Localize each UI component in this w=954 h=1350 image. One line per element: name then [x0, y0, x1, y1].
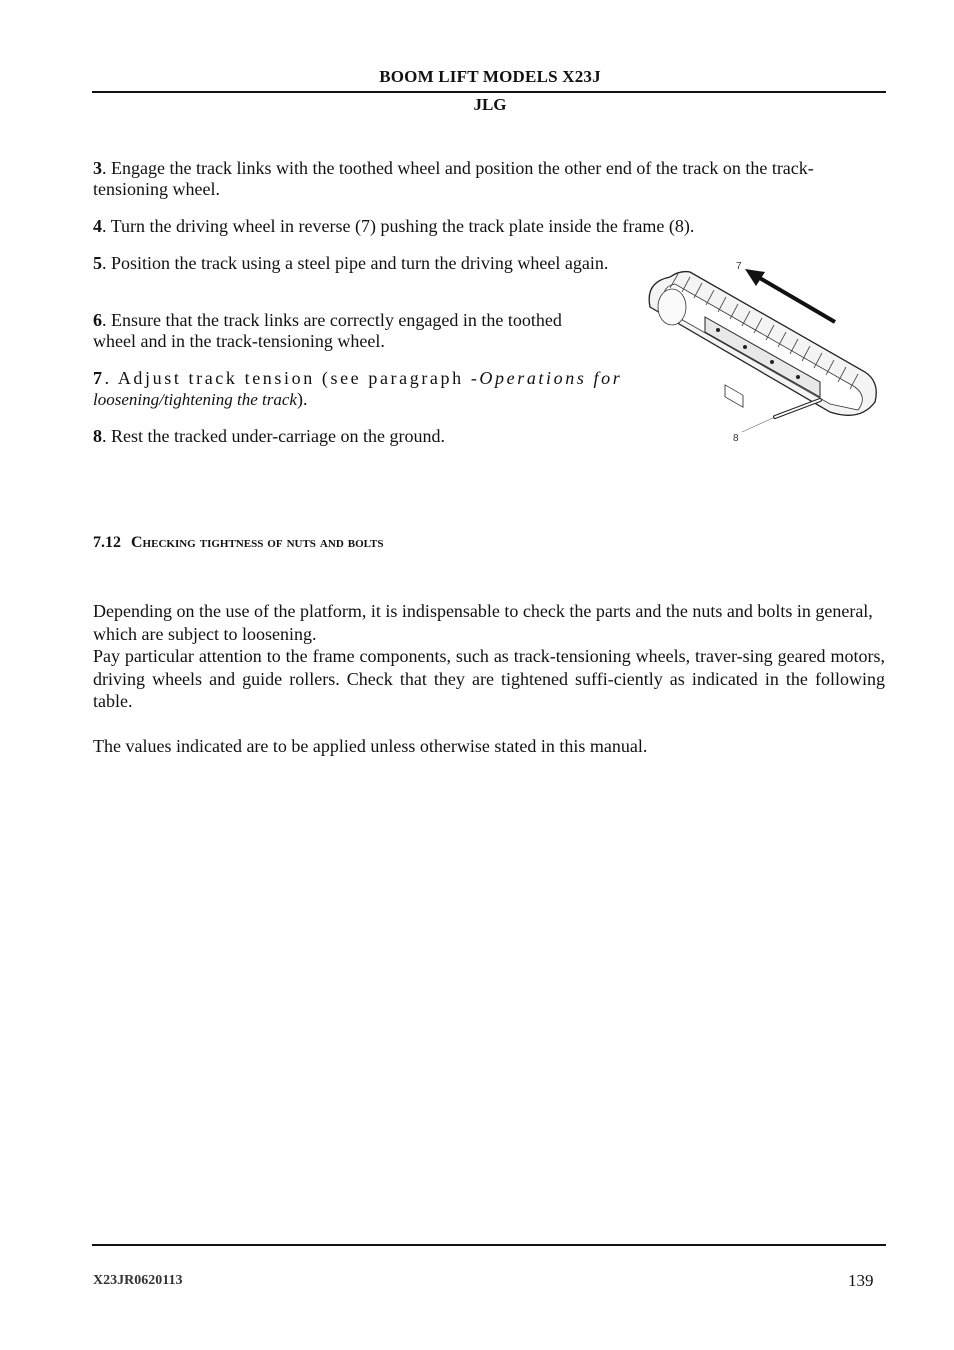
- direction-arrow-7: [758, 277, 835, 322]
- step-number: 5: [93, 253, 102, 273]
- bolt: [770, 360, 774, 364]
- step-text: . Adjust track tension (see paragraph -: [104, 368, 480, 388]
- figure-label-7: 7: [736, 261, 742, 272]
- step-6: [93, 310, 608, 352]
- step-reference-italic-cont: loosening/tightening the track: [93, 390, 297, 409]
- step-number: 6: [93, 310, 102, 330]
- frame-plate: [725, 385, 743, 407]
- step-text: . Rest the tracked under-carriage on the ground.: [102, 426, 446, 446]
- step-text-end: ).: [296, 389, 308, 409]
- figure-label-8: 8: [733, 433, 739, 444]
- document-header-subtitle: JLG: [473, 95, 507, 114]
- step-text: . Engage the track links with the toothed wheel and position the other end of the track on the track-tensioning wheel.: [93, 158, 814, 199]
- step-number: 4: [93, 216, 102, 236]
- body-paragraph-3: The values indicated are to be applied unless otherwise stated in this manual.: [93, 736, 648, 756]
- step-reference-italic: Operations for: [479, 368, 623, 388]
- body-paragraph-1: Depending on the use of the platform, it is indispensable to check the parts and the nuts and bolts in general, which are subject to loosening.: [93, 601, 873, 644]
- leader-line-8: [742, 417, 775, 432]
- footer-divider: [92, 1244, 886, 1246]
- step-number: 7: [93, 368, 105, 388]
- step-4: [93, 216, 873, 237]
- document-header-title: BOOM LIFT MODELS X23J: [379, 67, 601, 86]
- step-8: [93, 426, 638, 447]
- step-number: 8: [93, 426, 102, 446]
- driving-wheel: [658, 289, 686, 325]
- step-5: [93, 253, 613, 274]
- step-text: . Position the track using a steel pipe and turn the driving wheel again.: [102, 253, 609, 273]
- step-number: 3: [93, 158, 102, 178]
- section-heading: [93, 534, 383, 552]
- section-number: 7.12: [93, 534, 121, 551]
- step-7: [93, 368, 653, 410]
- body-paragraph-2: Pay particular attention to the frame components, such as track-tensioning wheels, traver-sing geared motors, driving wheels and guide rollers. Check that they are tightened suffi-ciently as indicated in the following table.: [93, 646, 885, 711]
- track-inner: [664, 284, 862, 410]
- document-code: X23JR0620113: [93, 1273, 183, 1288]
- bolt: [743, 345, 747, 349]
- bolt: [796, 375, 800, 379]
- section-title: Checking tightness of nuts and bolts: [131, 534, 384, 551]
- step-text: . Turn the driving wheel in reverse (7) pushing the track plate inside the frame (8).: [102, 216, 695, 236]
- header-divider: [92, 91, 886, 93]
- page-number: 139: [848, 1271, 874, 1290]
- track-figure: [630, 252, 885, 452]
- step-3: [93, 158, 873, 200]
- step-text: . Ensure that the track links are correctly engaged in the toothed wheel and in the track-tensioning wheel.: [93, 310, 562, 351]
- bolt: [716, 328, 720, 332]
- track-illustration: [630, 252, 885, 452]
